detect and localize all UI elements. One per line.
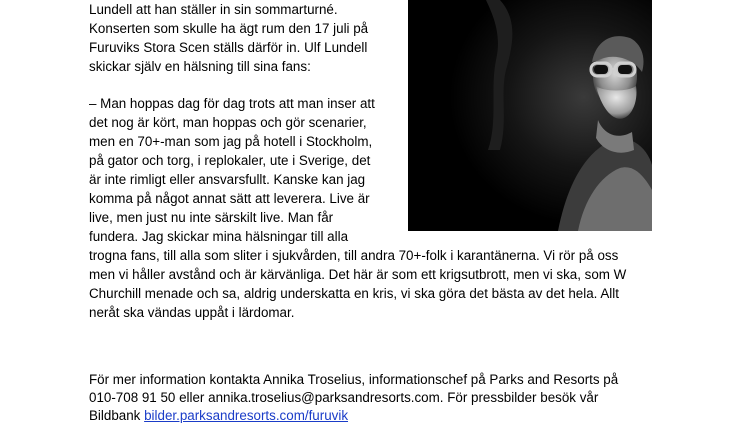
article-line-3: Furuviks Stora Scen ställs därför in. Ulf Lundell <box>89 40 368 55</box>
contact-line-1: För mer information kontakta Annika Troselius, informationschef på Parks and Resorts på <box>89 372 619 387</box>
article-line-1: Lundell att han ställer in sin sommarturné. <box>89 2 338 17</box>
bildbank-label: Bildbank <box>89 408 145 423</box>
article-line-9: är inte rimligt eller ansvarsfullt. Kanske kan jag <box>89 172 366 187</box>
article-line-13: trogna fans, till alla som sliter i sjukvården, till andra 70+-folk i karantänerna. Vi rör på oss <box>89 248 619 263</box>
contact-line-2: 010-708 91 50 eller annika.troselius@parksandresorts.com. För pressbilder besök vår <box>89 390 599 405</box>
article-line-4: skickar själv en hälsning till sina fans: <box>89 59 311 74</box>
article-line-12: fundera. Jag skickar mina hälsningar till alla <box>89 229 349 244</box>
article-line-5: – Man hoppas dag för dag trots att man inser att <box>89 96 375 111</box>
article-line-15: Churchill menade och sa, aldrig underskatta en kris, vi ska göra det bästa av det hela. Allt <box>89 286 619 301</box>
article-line-10: komma på något annat sätt att leverera. Live är <box>89 191 370 206</box>
article-line-6: det nog är kört, man hoppas och gör scenarier, <box>89 115 367 130</box>
article-line-14: men vi håller avstånd och är kärvänliga. Det här är som ett krigsutbrott, men vi ska, som W <box>89 267 627 282</box>
article-line-7: men en 70+-man som jag på hotell i Stockholm, <box>89 134 373 149</box>
contact-line-3 <box>89 407 348 425</box>
artist-photo <box>408 0 652 231</box>
article-line-16: neråt ska vändas uppåt i lärdomar. <box>89 305 295 320</box>
article-line-11: live, men just nu inte särskilt live. Man får <box>89 210 334 225</box>
portrait-photo-icon <box>408 0 652 231</box>
article-line-8: på gator och torg, i replokaler, ute i Sverige, det <box>89 153 371 168</box>
article-line-2: Konserten som skulle ha ägt rum den 17 juli på <box>89 21 369 36</box>
bildbank-link[interactable]: bilder.parksandresorts.com/furuvik <box>144 408 349 423</box>
